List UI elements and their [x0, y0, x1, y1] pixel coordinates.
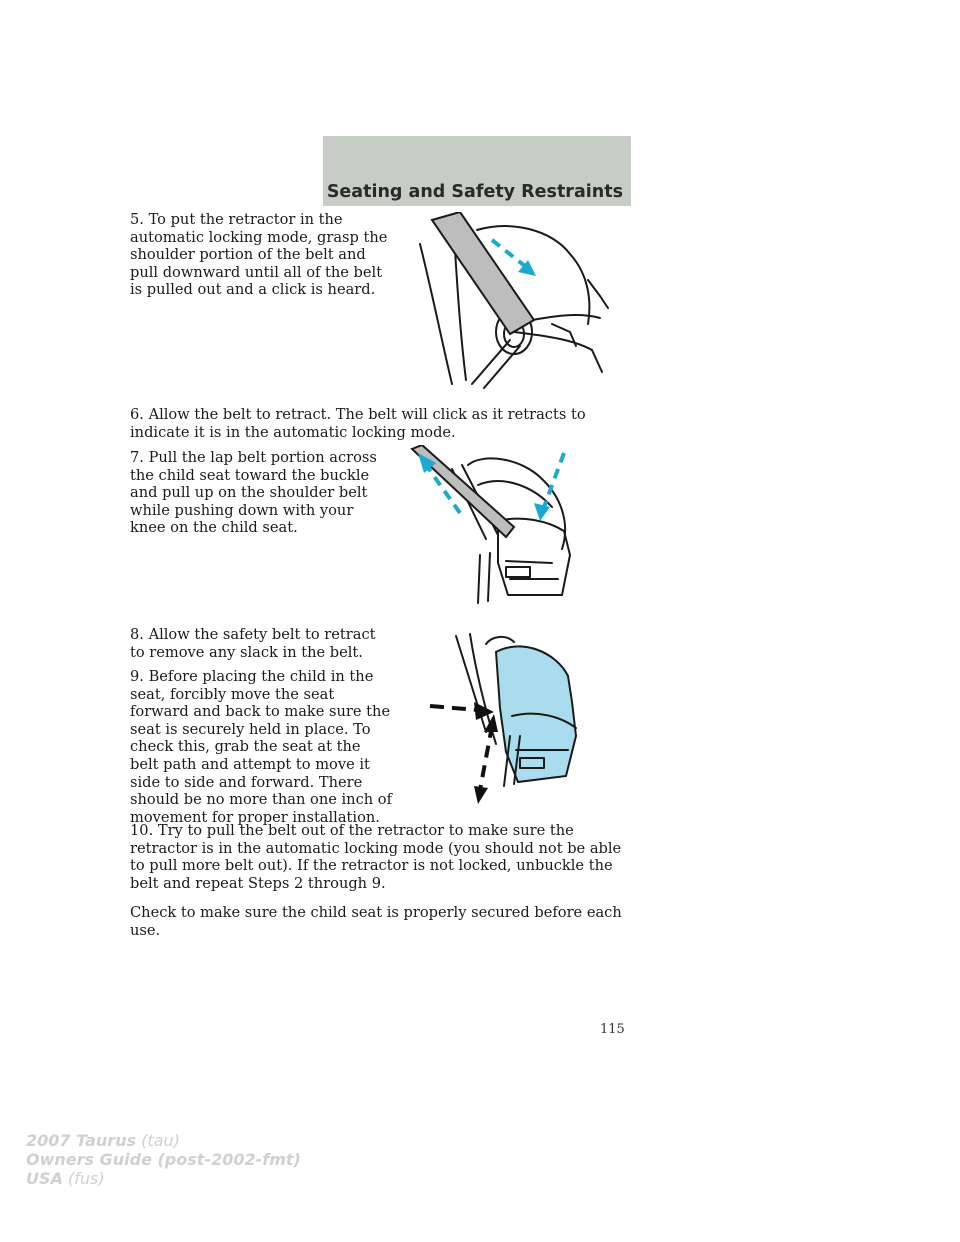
step-5-text: 5. To put the retractor in the automatic locking mode, grasp the shoulder portion of the belt and pull downward until all of the belt is pulled out and a click is heard.: [130, 211, 388, 299]
step-9-text: 9. Before placing the child in the seat, forcibly move the seat forward and back to make sure the seat is securely held in place. To check this, grab the seat at the belt path and attempt to move it side to side and forward. There should be no more than one inch of movement for proper installation.: [130, 668, 392, 826]
footer-model-info: [26, 1131, 301, 1188]
footer-line-3: [26, 1169, 301, 1188]
header-band: [323, 136, 631, 206]
step-8-text: 8. Allow the safety belt to retract to remove any slack in the belt.: [130, 626, 376, 661]
footer-line-2: [26, 1150, 301, 1169]
illustration-retractor-lock: [402, 212, 632, 390]
footer-market: USA: [26, 1169, 63, 1188]
illustration-seat-movement-check: [426, 632, 586, 807]
check-note: Check to make sure the child seat is properly secured before each use.: [130, 904, 622, 939]
step-6-text: 6. Allow the belt to retract. The belt will click as it retracts to indicate it is in the automatic locking mode.: [130, 406, 586, 441]
step-7-text: 7. Pull the lap belt portion across the child seat toward the buckle and pull up on the shoulder belt while pushing down with your knee on the child seat.: [130, 449, 377, 537]
page-number: 115: [600, 1022, 625, 1037]
footer-model-code: (tau): [141, 1131, 180, 1150]
footer-guide: Owners Guide (post-2002-fmt): [26, 1150, 301, 1169]
footer-market-code: (fus): [68, 1169, 105, 1188]
step-10-text: 10. Try to pull the belt out of the retractor to make sure the retractor is in the automatic locking mode (you should not be able to pull more belt out). If the retractor is not locked, unbuckle the belt and repeat Steps 2 through 9.: [130, 822, 622, 892]
footer-model: 2007 Taurus: [26, 1131, 137, 1150]
footer-line-1: [26, 1131, 301, 1150]
section-title: Seating and Safety Restraints: [326, 182, 623, 202]
illustration-lap-belt-pull: [402, 445, 592, 610]
